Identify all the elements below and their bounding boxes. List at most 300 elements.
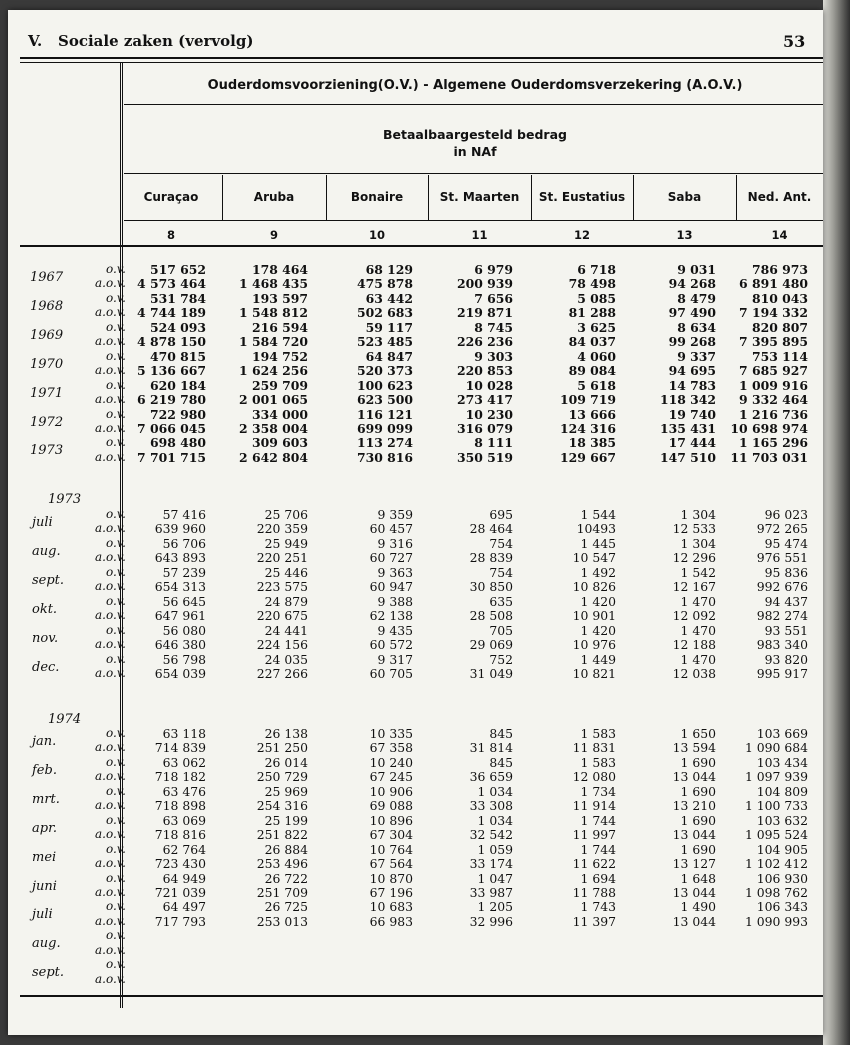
table-cell: 10 698 974 [730,420,808,436]
table-cell: 12 167 [672,579,716,595]
table-cell: 13 594 [672,740,716,756]
table-cell: 6 891 480 [739,276,808,292]
table-cell: 67 304 [369,827,413,843]
table-row [8,957,823,971]
table-cell: 63 062 [162,754,206,770]
table-cell: 8 745 [474,319,513,335]
table-cell: 227 266 [256,665,308,681]
table-row [8,262,823,276]
table-row [8,363,823,377]
table-row [8,928,823,942]
table-row [8,521,823,535]
table-cell: 1 097 939 [744,769,808,785]
table-cell: 118 342 [659,392,716,408]
table-cell: 722 980 [149,406,206,422]
column-header: Ned. Ant. [747,190,812,204]
table-cell: 1 744 [580,841,616,857]
table-cell: 1 090 993 [744,913,808,929]
table-cell: 89 084 [568,363,616,379]
table-cell: 639 960 [154,521,206,537]
table-cell: 26 138 [264,726,308,741]
table-cell: 32 996 [469,913,513,929]
table-cell: 1 098 762 [744,884,808,900]
table-cell: 718 182 [154,769,206,785]
table-cell: 9 031 [677,262,716,277]
table-cell: 976 551 [756,550,808,566]
table-cell: 11 831 [572,740,616,756]
table-cell: 635 [489,593,513,609]
table-row [8,914,823,928]
table-cell: 7 395 895 [739,334,808,350]
table-cell: 99 268 [668,334,716,350]
table-cell: 200 939 [456,276,513,292]
column-header: Aruba [253,190,295,204]
table-cell: 845 [489,726,513,741]
table-cell: 10 240 [369,754,413,770]
table-cell: 30 850 [469,579,513,595]
table-cell: 14 783 [668,377,716,393]
column-header: St. Maarten [439,190,520,204]
row-label: a.o.v. [95,856,126,871]
table-cell: 524 093 [149,319,206,335]
month-label: nov. [32,630,59,646]
table-cell: 620 184 [149,377,206,393]
table-cell: 1 034 [477,783,513,799]
table-cell: 475 878 [356,276,413,292]
table-cell: 4 744 189 [137,305,206,321]
table-cell: 721 039 [154,884,206,900]
table-cell: 1 690 [680,783,716,799]
table-cell: 972 265 [756,521,808,537]
table-cell: 31 814 [469,740,513,756]
table-row [8,392,823,406]
row-label: a.o.v. [95,971,126,986]
table-cell: 845 [489,754,513,770]
table-cell: 10 976 [572,637,616,653]
row-label: a.o.v. [95,579,126,594]
table-cell: 36 659 [469,769,513,785]
table-cell: 1 690 [680,812,716,828]
table-cell: 116 121 [356,406,413,422]
table-cell: 1 420 [580,593,616,609]
table-cell: 253 496 [256,856,308,872]
table-cell: 1 100 733 [744,798,808,814]
table-cell: 1 445 [580,535,616,551]
table-cell: 10 230 [465,406,513,422]
table-cell: 1 304 [680,535,716,551]
colhead-rule [124,220,823,221]
table-cell: 67 245 [369,769,413,785]
table-cell: 1 624 256 [239,363,308,379]
table-cell: 13 210 [672,798,716,814]
year-heading: 1974 [48,712,82,727]
table-cell: 523 485 [356,334,413,350]
row-label: o.v. [106,507,126,521]
table-cell: 699 099 [356,420,413,436]
table-cell: 13 044 [672,913,716,929]
table-cell: 223 575 [256,579,308,595]
table-cell: 8 479 [677,290,716,306]
table-cell: 68 129 [365,262,413,277]
table-row [8,755,823,769]
table-row [8,594,823,608]
table-cell: 10 906 [369,783,413,799]
table-cell: 11 788 [572,884,616,900]
row-label: o.v. [106,870,126,885]
year-heading: 1973 [48,492,82,507]
table-cell: 646 380 [154,637,206,653]
table-row [8,972,823,986]
table-cell: 1 492 [580,564,616,580]
table-cell: 11 397 [572,913,616,929]
table-cell: 9 363 [377,564,413,580]
table-cell: 28 839 [469,550,513,566]
table-cell: 1 047 [477,870,513,886]
year-label: 1972 [30,414,64,430]
table-cell: 754 [489,535,513,551]
table-cell: 9 388 [377,593,413,609]
table-cell: 695 [489,507,513,522]
table-cell: 97 490 [668,305,716,321]
table-cell: 56 706 [162,535,206,551]
table-cell: 63 069 [162,812,206,828]
table-cell: 251 822 [256,827,308,843]
table-cell: 103 434 [756,754,808,770]
table-cell: 7 685 927 [739,363,808,379]
table-cell: 1 583 [580,754,616,770]
table-cell: 10 764 [369,841,413,857]
row-label: o.v. [106,726,126,740]
table-cell: 9 435 [377,622,413,638]
table-cell: 786 973 [751,262,808,277]
table-cell: 66 983 [369,913,413,929]
month-label: mei [32,849,57,865]
table-row [8,899,823,913]
table-cell: 69 088 [369,798,413,814]
table-row [8,798,823,812]
table-cell: 9 316 [377,535,413,551]
table-cell: 7 656 [474,290,513,306]
column-divider [531,175,532,220]
table-cell: 109 719 [559,392,616,408]
table-cell: 4 878 150 [137,334,206,350]
table-sub-title [120,126,823,160]
sub-title-line1: Betaalbaargesteld bedrag [383,127,567,142]
table-cell: 24 035 [264,651,308,667]
table-cell: 56 080 [162,622,206,638]
table-cell: 4 060 [577,348,616,364]
table-row [8,827,823,841]
table-cell: 63 118 [162,726,206,741]
row-label: o.v. [106,651,126,666]
table-cell: 56 798 [162,651,206,667]
year-label: 1969 [30,327,64,343]
table-cell: 1 548 812 [239,305,308,321]
row-label: o.v. [106,406,126,421]
table-cell: 517 652 [149,262,206,277]
table-cell: 1 490 [680,899,716,915]
table-row [8,320,823,334]
table-cell: 520 373 [356,363,413,379]
table-cell: 124 316 [559,420,616,436]
row-label: a.o.v. [95,665,126,680]
table-cell: 12 533 [672,521,716,537]
table-cell: 752 [489,651,513,667]
table-row [8,276,823,290]
table-cell: 9 332 464 [739,392,808,408]
table-cell: 718 898 [154,798,206,814]
table-cell: 60 727 [369,550,413,566]
table-cell: 334 000 [251,406,308,422]
table-row [8,421,823,435]
table-cell: 254 316 [256,798,308,814]
table-cell: 57 239 [162,564,206,580]
table-row [8,842,823,856]
header-rule-thin [20,62,823,63]
table-cell: 19 740 [668,406,716,422]
table-cell: 135 431 [659,420,716,436]
table-cell: 1 165 296 [739,435,808,451]
row-label: a.o.v. [95,363,126,378]
table-cell: 32 542 [469,827,513,843]
table-row [8,536,823,550]
table-cell: 10 028 [465,377,513,393]
table-cell: 1 420 [580,622,616,638]
table-row [8,291,823,305]
table-cell: 81 288 [568,305,616,321]
table-cell: 93 820 [764,651,808,667]
year-label: 1968 [30,298,64,314]
table-cell: 193 597 [251,290,308,306]
table-cell: 1 743 [580,899,616,915]
table-cell: 6 718 [577,262,616,277]
table-cell: 1 304 [680,507,716,522]
table-cell: 316 079 [456,420,513,436]
sub-title-line2: in NAf [453,144,497,159]
table-cell: 1 690 [680,841,716,857]
table-cell: 216 594 [251,319,308,335]
table-cell: 10 335 [369,726,413,741]
row-label: a.o.v. [95,420,126,435]
table-cell: 63 442 [365,290,413,306]
table-row [8,579,823,593]
table-cell: 1 102 412 [744,856,808,872]
table-cell: 220 853 [456,363,513,379]
month-label: juli [32,515,53,530]
table-cell: 67 564 [369,856,413,872]
table-row [8,305,823,319]
row-label: a.o.v. [95,276,126,291]
table-row [8,871,823,885]
table-cell: 67 358 [369,740,413,756]
table-cell: 470 815 [149,348,206,364]
table-cell: 60 572 [369,637,413,653]
table-cell: 26 722 [264,870,308,886]
table-cell: 9 359 [377,507,413,522]
table-cell: 26 014 [264,754,308,770]
table-cell: 2 001 065 [239,392,308,408]
table-cell: 60 457 [369,521,413,537]
table-cell: 309 603 [251,435,308,451]
table-cell: 219 871 [456,305,513,321]
table-cell: 1 470 [680,622,716,638]
table-cell: 8 634 [677,319,716,335]
table-row [8,623,823,637]
table-cell: 995 917 [756,665,808,681]
table-cell: 9 317 [377,651,413,667]
table-cell: 11 703 031 [730,449,808,465]
table-row [8,652,823,666]
row-label: o.v. [106,754,126,769]
column-header: Curaçao [143,190,199,204]
year-label: 1971 [30,385,64,401]
table-row [8,784,823,798]
table-row [8,943,823,957]
table-cell: 12 092 [672,608,716,624]
table-cell: 62 764 [162,841,206,857]
table-cell: 62 138 [369,608,413,624]
table-cell: 10493 [576,521,616,537]
table-cell: 698 480 [149,435,206,451]
header-bottom-rule [20,245,823,247]
table-cell: 33 174 [469,856,513,872]
table-cell: 64 847 [365,348,413,364]
table-row [8,740,823,754]
table-cell: 1 544 [580,507,616,522]
column-number: 13 [676,228,693,242]
row-label: a.o.v. [95,769,126,784]
month-label: aug. [32,543,61,559]
table-cell: 64 497 [162,899,206,915]
table-cell: 1 650 [680,726,716,741]
table-cell: 94 695 [668,363,716,379]
table-cell: 194 752 [251,348,308,364]
table-row [8,726,823,740]
column-divider [222,175,223,220]
row-label: o.v. [106,377,126,392]
row-label: a.o.v. [95,521,126,536]
table-cell: 9 337 [677,348,716,364]
table-cell: 10 683 [369,899,413,915]
column-header: Bonaire [350,190,404,204]
table-cell: 1 468 435 [239,276,308,292]
table-cell: 13 127 [672,856,716,872]
table-cell: 1 694 [580,870,616,886]
month-label: sept. [32,965,65,981]
table-cell: 5 618 [577,377,616,393]
year-label: 1967 [30,270,64,285]
month-label: dec. [32,659,60,675]
column-divider [428,175,429,220]
table-row [8,565,823,579]
column-number: 9 [269,228,278,242]
title-rule [124,104,823,105]
table-cell: 56 645 [162,593,206,609]
table-row [8,407,823,421]
table-cell: 25 949 [264,535,308,551]
table-cell: 502 683 [356,305,413,321]
table-cell: 992 676 [756,579,808,595]
table-cell: 1 009 916 [739,377,808,393]
document-page [8,10,823,1035]
row-label: a.o.v. [95,942,126,957]
month-label: mrt. [32,791,60,807]
table-cell: 9 303 [474,348,513,364]
table-cell: 12 080 [572,769,616,785]
table-cell: 220 359 [256,521,308,537]
table-row [8,769,823,783]
table-row [8,450,823,464]
table-row [8,349,823,363]
table-cell: 1 690 [680,754,716,770]
row-label: o.v. [106,622,126,637]
table-cell: 103 632 [756,812,808,828]
table-cell: 33 308 [469,798,513,814]
table-cell: 104 905 [756,841,808,857]
row-label: a.o.v. [95,334,126,349]
month-label: juli [32,907,53,923]
table-row [8,856,823,870]
table-cell: 78 498 [568,276,616,292]
row-label: o.v. [106,957,126,972]
table-row [8,637,823,651]
table-cell: 820 807 [751,319,808,335]
table-cell: 6 219 780 [137,392,206,408]
row-label: a.o.v. [95,740,126,755]
table-cell: 723 430 [154,856,206,872]
row-label: o.v. [106,435,126,450]
table-cell: 13 666 [568,406,616,422]
table-cell: 10 821 [572,665,616,681]
table-cell: 5 136 667 [137,363,206,379]
row-label: a.o.v. [95,913,126,928]
table-cell: 810 043 [751,290,808,306]
table-cell: 94 268 [668,276,716,292]
table-cell: 220 251 [256,550,308,566]
table-row [8,378,823,392]
table-cell: 25 706 [264,507,308,522]
table-cell: 705 [489,622,513,638]
table-cell: 224 156 [256,637,308,653]
table-cell: 7 194 332 [739,305,808,321]
year-label: 1970 [30,356,64,372]
table-cell: 10 896 [369,812,413,828]
row-label: o.v. [106,928,126,943]
month-label: jan. [32,734,57,749]
column-number: 11 [471,228,488,242]
table-cell: 10 547 [572,550,616,566]
table-cell: 63 476 [162,783,206,799]
table-cell: 95 474 [764,535,808,551]
table-cell: 13 044 [672,769,716,785]
table-cell: 1 205 [477,899,513,915]
table-cell: 7 701 715 [137,449,206,465]
table-row [8,550,823,564]
table-cell: 226 236 [456,334,513,350]
table-cell: 1 648 [680,870,716,886]
table-cell: 253 013 [256,913,308,929]
table-row [8,813,823,827]
table-cell: 12 038 [672,665,716,681]
month-label: sept. [32,572,65,588]
page-number: 53 [783,32,806,51]
table-cell: 714 839 [154,740,206,756]
month-label: apr. [32,820,57,836]
column-number: 10 [368,228,385,242]
table-cell: 1 584 720 [239,334,308,350]
row-label: o.v. [106,593,126,608]
page-header-title: Sociale zaken (vervolg) [58,32,254,50]
